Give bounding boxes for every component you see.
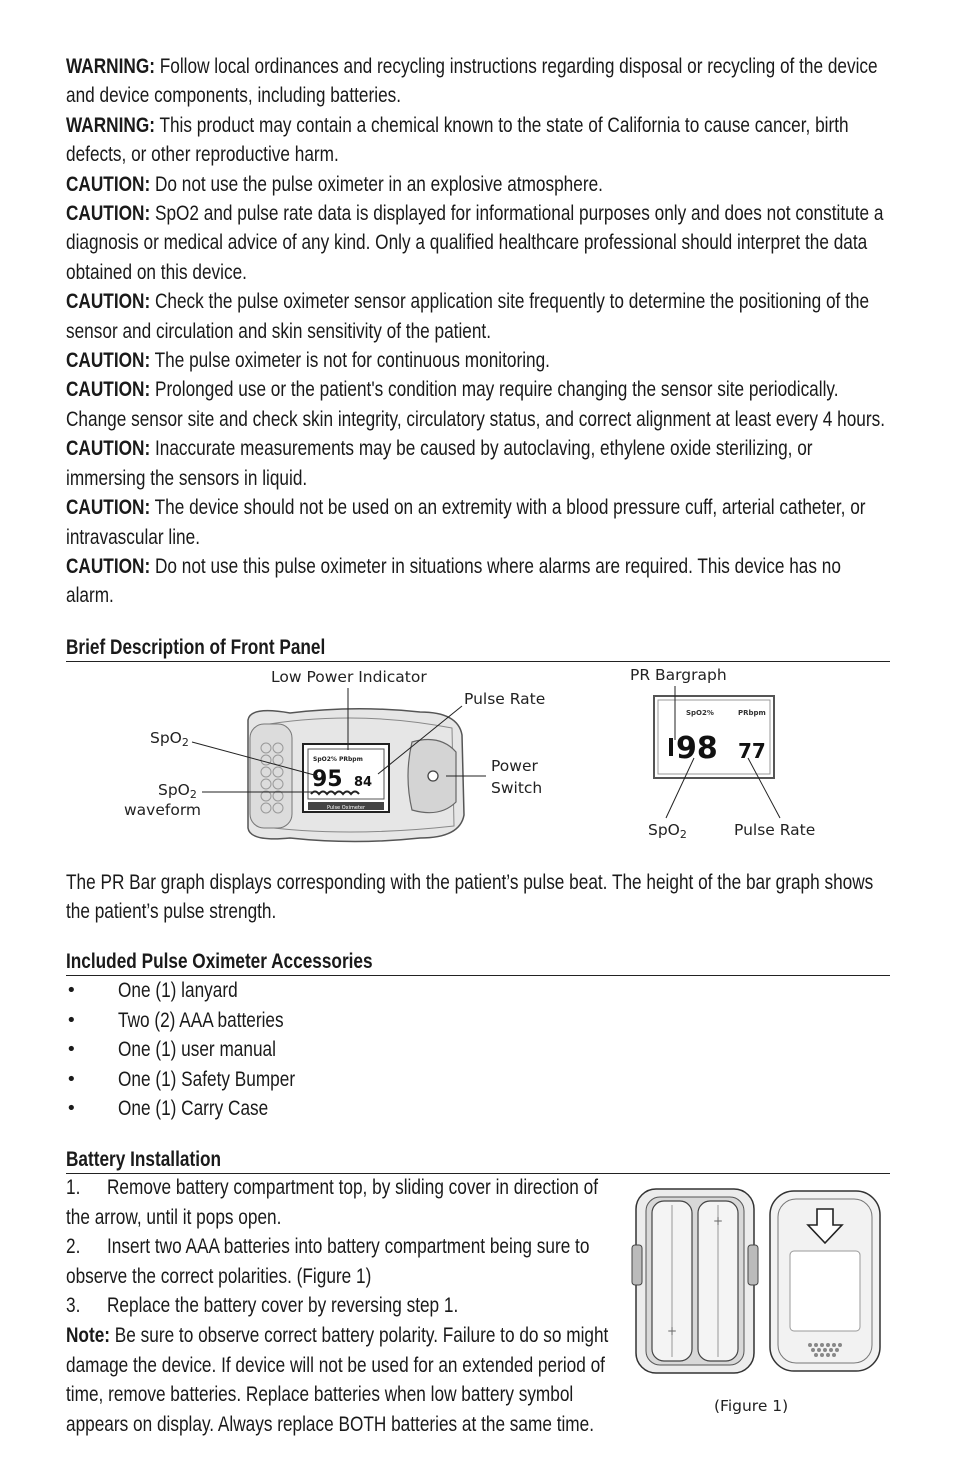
step-number: 1. [66, 1176, 81, 1199]
bullet-icon: • [66, 1068, 77, 1090]
zoom-spo2-head: SpO2% [686, 709, 714, 717]
spo2-waveform-label: SpO$_2$ [158, 781, 197, 801]
battery-step [66, 1291, 617, 1321]
device-spo2-value: 95 [312, 767, 343, 792]
zoom-pr-value: 77 [738, 739, 766, 763]
battery-figure [630, 1185, 890, 1385]
step-text: Remove battery compartment top, by sliding cover in direction of the arrow, until it pops open. [66, 1176, 599, 1229]
zoom-spo2-label: SpO$_2$ [648, 821, 687, 841]
accessories-heading: Included Pulse Oximeter Accessories [66, 948, 890, 976]
warning-text: Do not use this pulse oximeter in situations where alarms are required. This device has no alarm. [66, 554, 841, 608]
warning-text: SpO2 and pulse rate data is displayed for informational purposes only and does not constitute a diagnosis or medical advice of any kind. Only a qualified healthcare professional should interpret the data obtained on this device. [66, 202, 884, 284]
warning-text: Check the pulse oximeter sensor application site frequently to determine the positioning of the sensor and circulation and skin sensitivity of the patient. [66, 290, 870, 343]
list-item-text: One (1) user manual [118, 1038, 276, 1061]
warning-text: The device should not be used on an extremity with a blood pressure cuff, arterial catheter, or intravascular line. [66, 496, 866, 549]
warning-label: CAUTION: [66, 290, 151, 314]
warning-label: WARNING: [66, 55, 155, 78]
zoom-pr-head: PRbpm [738, 709, 766, 717]
warning-label: CAUTION: [66, 554, 151, 578]
bullet-icon: • [66, 980, 77, 1001]
warning-text: Do not use the pulse oximeter in an explosive atmosphere. [150, 172, 603, 196]
switch-label: Switch [491, 779, 543, 797]
step-number: 2. [66, 1235, 81, 1259]
step-text: Insert two AAA batteries into battery compartment being sure to observe the correct polarities. (Figure 1) [66, 1235, 590, 1288]
warning-text: Prolonged use or the patient's condition may require changing the sensor site periodically. Change sensor site and check skin integrity, circulatory status, and correct alignment at least every 4 hours. [66, 378, 885, 431]
warning-text: Follow local ordinances and recycling instructions regarding disposal or recycling of the device and device components, including batteries. [66, 55, 878, 108]
low-power-label: Low Power Indicator [271, 668, 427, 686]
zoom-spo2-value: 98 [676, 731, 718, 766]
list-item-text: One (1) Safety Bumper [118, 1067, 296, 1091]
svg-text:+: + [666, 1324, 678, 1338]
warning-text: Inaccurate measurements may be caused by autoclaving, ethylene oxide sterilizing, or immersing the sensors in liquid. [66, 437, 813, 490]
bullet-icon: • [66, 1039, 77, 1060]
power-label: Power [491, 757, 538, 775]
step-number: 3. [66, 1294, 81, 1318]
front-panel-heading: Brief Description of Front Panel [66, 634, 890, 662]
device-screen-footer: Pulse Oximeter [326, 805, 366, 811]
pr-bargraph-label: PR Bargraph [630, 666, 727, 684]
list-item-text: One (1) lanyard [118, 979, 238, 1002]
note-label: Note: [66, 1323, 111, 1347]
device-screen-header: SpO2% PRbpm [313, 756, 363, 763]
bullet-icon: • [66, 1009, 77, 1031]
battery-note [66, 1321, 617, 1439]
device-pr-value: 84 [354, 775, 373, 790]
warning-label: CAUTION: [66, 202, 151, 226]
battery-step [66, 1232, 617, 1291]
note-text: Be sure to observe correct battery polarity. Failure to do so might damage the device. If device will not be used for an extended period of time, remove batteries. Replace batteries when low battery symbol appears on display. Always replace BOTH batteries at the same time. [66, 1323, 609, 1436]
warning-label: CAUTION: [66, 496, 151, 520]
pulse-rate-label: Pulse Rate [464, 690, 546, 708]
warning-label: CAUTION: [66, 172, 151, 196]
warning-label: CAUTION: [66, 378, 151, 402]
svg-text:+: + [712, 1214, 724, 1228]
open-compartment-illustration [632, 1189, 758, 1373]
warning-label: CAUTION: [66, 437, 151, 461]
warning-label: WARNING: [66, 113, 155, 137]
warning-label: CAUTION: [66, 349, 151, 373]
pr-bargraph-bar [669, 738, 673, 756]
pr-bargraph-description: The PR Bar graph displays corresponding with the patient’s pulse beat. The height of the bar graph shows the patient’s pulse strength. [66, 871, 874, 924]
battery-step [66, 1173, 617, 1232]
bullet-icon: • [66, 1098, 77, 1119]
battery-heading: Battery Installation [66, 1146, 890, 1174]
step-text: Replace the battery cover by reversing step 1. [107, 1294, 459, 1318]
warning-text: This product may contain a chemical known to the state of California to cause cancer, birth defects, or other reproductive harm. [66, 113, 849, 167]
figure-caption: (Figure 1) [714, 1397, 789, 1415]
waveform-label: waveform [124, 801, 202, 819]
list-item-text: Two (2) AAA batteries [118, 1008, 284, 1032]
list-item-text: One (1) Carry Case [118, 1097, 269, 1120]
battery-cover-illustration [770, 1191, 880, 1371]
zoom-pulse-rate-label: Pulse Rate [734, 821, 816, 839]
battery-instructions [66, 1173, 617, 1439]
spo2-label: SpO$_2$ [150, 729, 189, 749]
warning-text: The pulse oximeter is not for continuous monitoring. [150, 349, 550, 373]
